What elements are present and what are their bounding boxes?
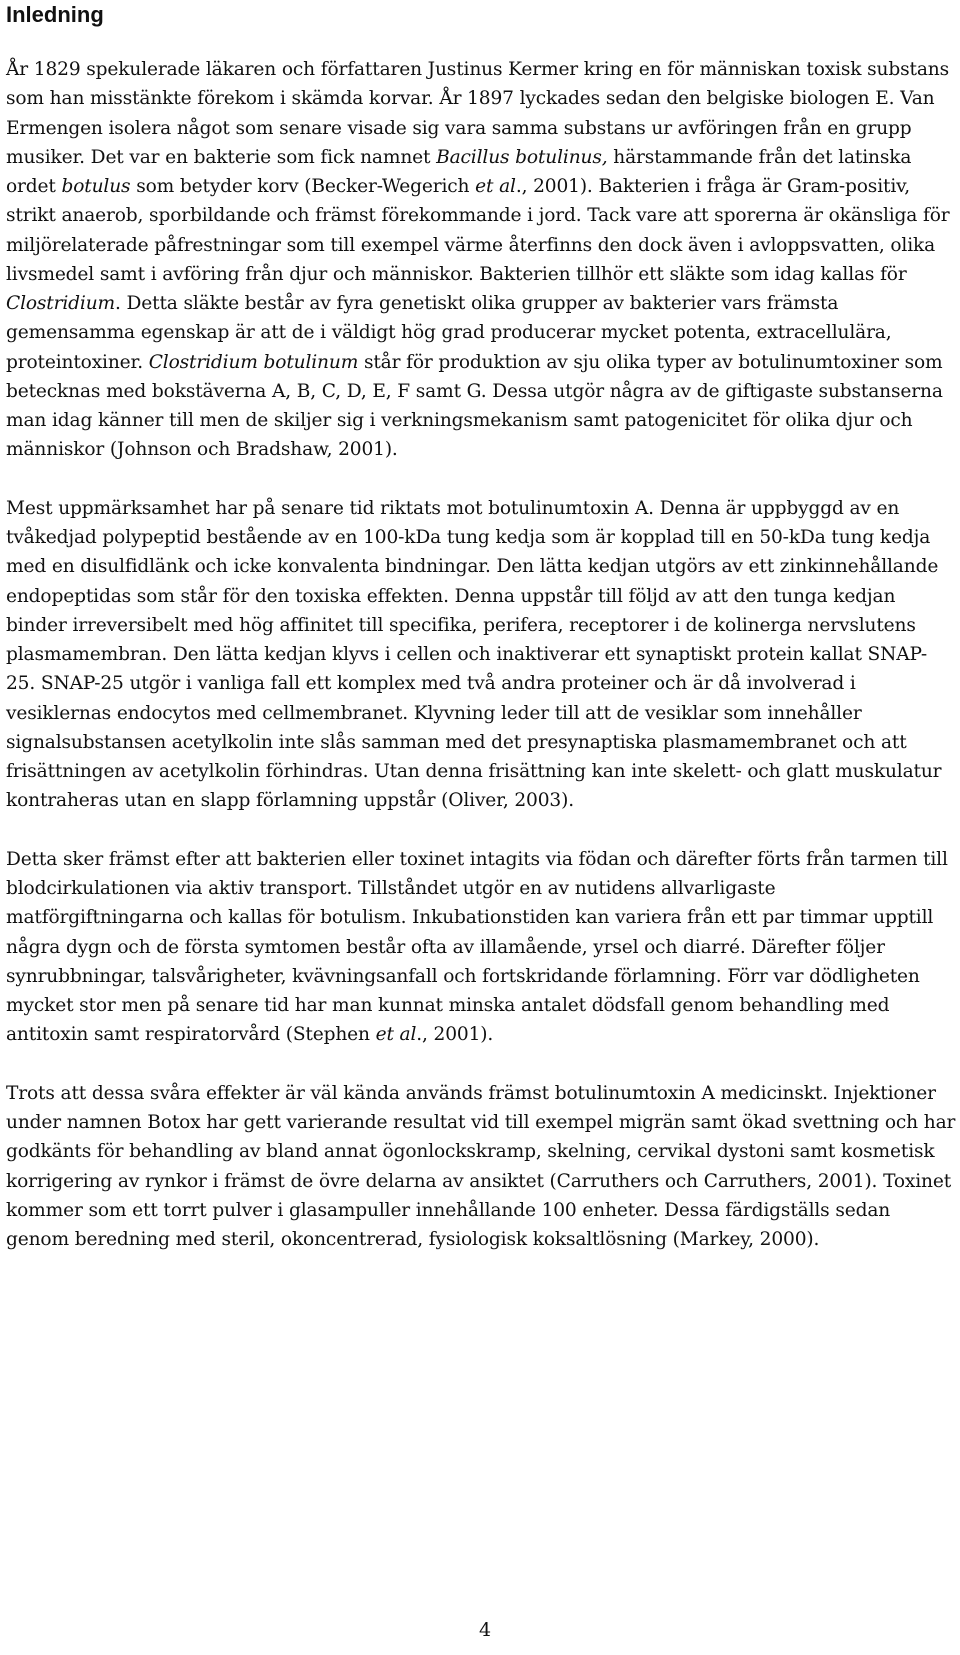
paragraph-4 xyxy=(6,1079,956,1255)
italic-text-run: Clostridium botulinum xyxy=(148,351,359,373)
text-run: ., 2001). xyxy=(416,1024,494,1046)
text-run: . Detta släkte består av fyra genetiskt olika grupper av bakterier vars främsta gemensamma egenskap är att de i väldigt hög grad producerar mycket potenta, extracellulära, proteintoxiner. xyxy=(6,293,892,373)
text-run: Detta sker främst efter att bakterien eller toxinet intagits via födan och därefter förts från tarmen till blodcirkulationen via aktiv transport. Tillståndet utgör en av nutidens allvarligaste matförgiftningarna och kallas för botulism. Inkubationstiden kan variera från ett par timmar upptill några dygn och de första symtomen består ofta av illamående, yrsel och diarré. Därefter följer synrubbningar, talsvårigheter, kvävningsanfall och fortskridande förlamning. Förr var dödligheten mycket stor men på senare tid har man kunnat minska antalet dödsfall genom behandling med antitoxin samt respiratorvård (Stephen xyxy=(6,848,948,1046)
section-heading: Inledning xyxy=(6,2,104,27)
paragraph-3 xyxy=(6,845,956,1050)
italic-text-run: botulus xyxy=(61,176,131,197)
text-run: ., 2001). Bakterien i fråga är Gram-positiv, strikt anaerob, sporbildande och främst förekommande i jord. Tack vare att sporerna är okänsliga för miljörelaterade påfrestningar som till exempel värme återfinns den dock även i avloppsvatten, olika livsmedel samt i avföring från djur och människor. Bakterien tillhör ett släkte som idag kallas för xyxy=(6,176,950,285)
paragraph-2 xyxy=(6,494,956,816)
text-run: står för produktion av sju olika typer av botulinumtoxiner som betecknas med bokstäverna A, B, C, D, E, F samt G. Dessa utgör några av de giftigaste substanserna man idag känner till men de skiljer sig i verkningsmekanism samt patogenicitet för olika djur och människor (Johnson och Bradshaw, 2001). xyxy=(6,351,943,461)
text-run: som betyder korv (Becker-Wegerich xyxy=(130,176,476,197)
italic-text-run: Clostridium xyxy=(6,293,116,314)
body-text xyxy=(6,55,956,1254)
page-number: 4 xyxy=(478,1619,492,1641)
italic-text-run: Bacillus botulinus, xyxy=(436,146,608,168)
italic-text-run: et al xyxy=(475,176,516,197)
text-run: År 1829 spekulerade läkaren och författaren Justinus Kermer kring en för människan toxisk substans som han misstänkte förekom i skämda korvar. År 1897 lyckades sedan den belgiske biologen E. Van Ermengen isolera något som senare visade sig vara samma substans ur avföringen från en grupp musiker. Det var en bakterie som fick namnet xyxy=(6,59,949,168)
italic-text-run: et al xyxy=(375,1024,417,1046)
text-run: härstammande från det latinska ordet xyxy=(6,146,912,197)
paragraph-1 xyxy=(6,55,956,465)
text-run: Trots att dessa svåra effekter är väl kända används främst botulinumtoxin A medicinskt. Injektioner under namnen Botox har gett varierande resultat vid till exempel migrän samt ökad svettning och har godkänts för behandling av bland annat ögonlockskramp, skelning, cervikal dystoni samt kosmetisk korrigering av rynkor i främst de övre delarna av ansiktet (Carruthers och Carruthers, 2001). Toxinet kommer som ett torrt pulver i glasampuller innehållande 100 enheter. Dessa färdigställs sedan genom beredning med steril, okoncentrerad, fysiologisk koksaltlösning (Markey, 2000). xyxy=(6,1082,956,1250)
text-run: Mest uppmärksamhet har på senare tid riktats mot botulinumtoxin A. Denna är uppbyggd av en tvåkedjad polypeptid bestående av en 100-kDa tung kedja som är kopplad till en 50-kDa tung kedja med en disulfidlänk och icke konvalenta bindningar. Den lätta kedjan utgörs av ett zinkinnehållande endopeptidas som står för den toxiska effekten. Denna uppstår till följd av att den tunga kedjan binder irreversibelt med hög affinitet till specifika, perifera, receptorer i de kolinerga nervslutens plasmamembran. Den lätta kedjan klyvs i cellen och inaktiverar ett synaptiskt protein kallat SNAP-25. SNAP-25 utgör i vanliga fall ett komplex med två andra proteiner och är då involverad i vesiklernas endocytos med cellmembranet. Klyvning leder till att de vesiklar som innehåller signalsubstansen acetylkolin inte slås samman med det presynaptiska plasmamembranet och att frisättningen av acetylkolin förhindras. Utan denna frisättning kan inte skelett- och glatt muskulatur kontraheras utan en slapp förlamning uppstår (Oliver, 2003). xyxy=(6,497,942,812)
